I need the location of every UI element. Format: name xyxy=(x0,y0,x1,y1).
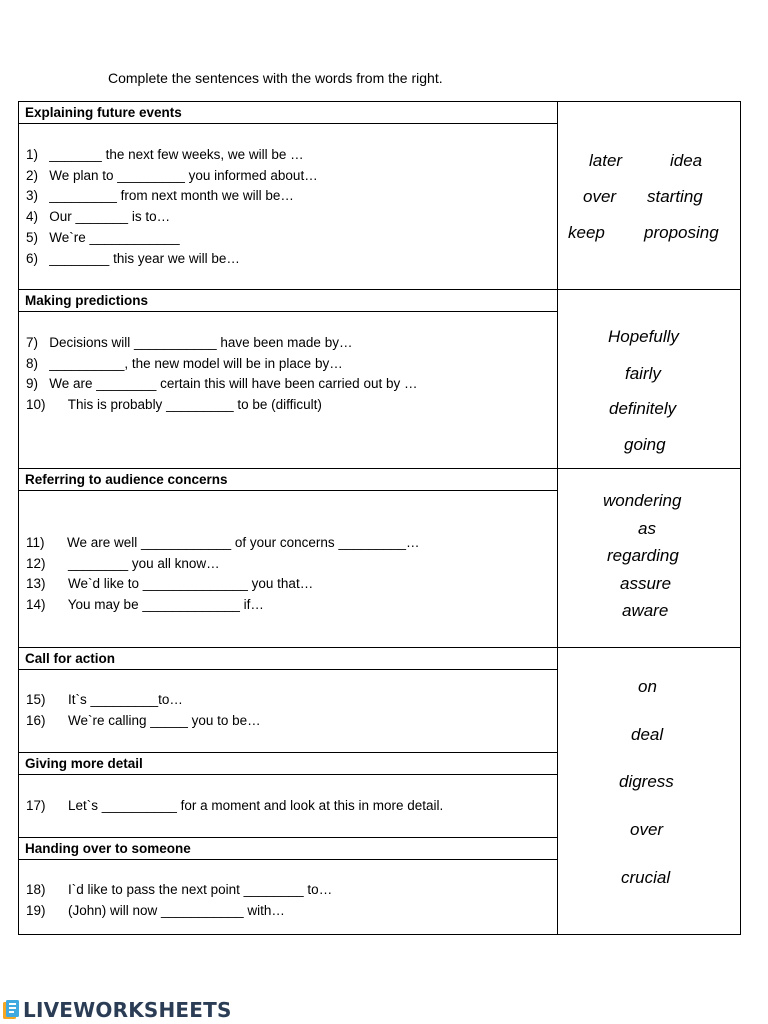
word-bank-divider xyxy=(558,468,740,469)
section-title: Referring to audience concerns xyxy=(19,469,557,491)
worksheet-table xyxy=(18,101,741,935)
sentence-list xyxy=(26,145,318,269)
word-bank-word[interactable]: crucial xyxy=(621,868,671,887)
word-bank-word[interactable]: over xyxy=(630,820,664,839)
word-bank-word[interactable]: definitely xyxy=(609,399,677,418)
word-bank-word[interactable]: starting xyxy=(647,187,703,206)
sentence-line: 15) It`s _________to… xyxy=(26,692,183,707)
liveworksheets-logo-icon xyxy=(2,999,22,1021)
sentence-list xyxy=(26,533,420,616)
section-title: Giving more detail xyxy=(19,753,557,775)
word-bank-column xyxy=(558,102,740,934)
instruction-text: Complete the sentences with the words from the right. xyxy=(108,70,443,86)
word-bank-word[interactable]: keep xyxy=(568,223,605,242)
brand-name: LIVEWORKSHEETS xyxy=(23,998,232,1022)
word-bank-divider xyxy=(558,289,740,290)
section-title: Explaining future events xyxy=(19,102,557,124)
sentence-line: 13) We`d like to ______________ you that… xyxy=(26,576,314,592)
word-bank-word[interactable]: deal xyxy=(631,725,664,744)
word-bank-word[interactable]: idea xyxy=(670,151,703,170)
sentence-line: 4) Our _______ is to… xyxy=(26,209,171,225)
sentence-list xyxy=(26,690,261,731)
word-bank-divider xyxy=(558,647,740,648)
word-bank-word[interactable]: aware xyxy=(622,601,669,620)
word-bank-word[interactable]: going xyxy=(624,435,666,454)
word-bank-word[interactable]: later xyxy=(589,151,623,170)
sentence-line: 18) I`d like to pass the next point ________ to… xyxy=(26,882,333,897)
sentences-column xyxy=(19,102,558,934)
sentence-line: 12) ________ you all know… xyxy=(26,555,220,571)
word-bank-word[interactable]: proposing xyxy=(644,223,719,242)
sentence-line: 19) (John) will now ___________ with… xyxy=(26,902,285,918)
sentence-line: 7) Decisions will ___________ have been made by… xyxy=(26,335,353,350)
word-bank-word[interactable]: on xyxy=(638,677,657,696)
sentence-line: 16) We`re calling _____ you to be… xyxy=(26,712,261,728)
word-bank-word[interactable]: as xyxy=(638,519,656,538)
sentence-line: 8) __________, the new model will be in place by… xyxy=(26,355,343,371)
sentence-line: 11) We are well ____________ of your concerns _________… xyxy=(26,535,420,550)
sentence-line: 5) We`re ____________ xyxy=(26,229,180,245)
sentence-line: 3) _________ from next month we will be… xyxy=(26,188,294,204)
sentence-line: 10) This is probably _________ to be (difficult) xyxy=(26,397,322,413)
sentence-list xyxy=(26,880,332,921)
section-title: Handing over to someone xyxy=(19,838,557,860)
sentence-line: 2) We plan to _________ you informed about… xyxy=(26,167,318,183)
sentence-line: 6) ________ this year we will be… xyxy=(26,250,240,266)
section-title: Making predictions xyxy=(19,290,557,312)
word-bank-word[interactable]: regarding xyxy=(607,546,679,565)
word-bank-word[interactable]: fairly xyxy=(625,364,661,383)
word-bank-word[interactable]: wondering xyxy=(603,491,682,510)
sentence-list xyxy=(26,796,443,817)
word-bank-word[interactable]: over xyxy=(583,187,617,206)
liveworksheets-logo[interactable] xyxy=(2,998,232,1022)
sentence-list xyxy=(26,333,417,416)
word-bank-word[interactable]: assure xyxy=(620,574,672,593)
section-title: Call for action xyxy=(19,648,557,670)
word-bank-word[interactable]: Hopefully xyxy=(608,327,679,346)
sentence-line: 1) _______ the next few weeks, we will be … xyxy=(26,147,304,162)
sentence-line: 14) You may be _____________ if… xyxy=(26,597,264,613)
sentence-line: 9) We are ________ certain this will have been carried out by … xyxy=(26,376,418,392)
word-bank-word[interactable]: digress xyxy=(619,772,674,791)
sentence-line: 17) Let`s __________ for a moment and look at this in more detail. xyxy=(26,798,444,813)
